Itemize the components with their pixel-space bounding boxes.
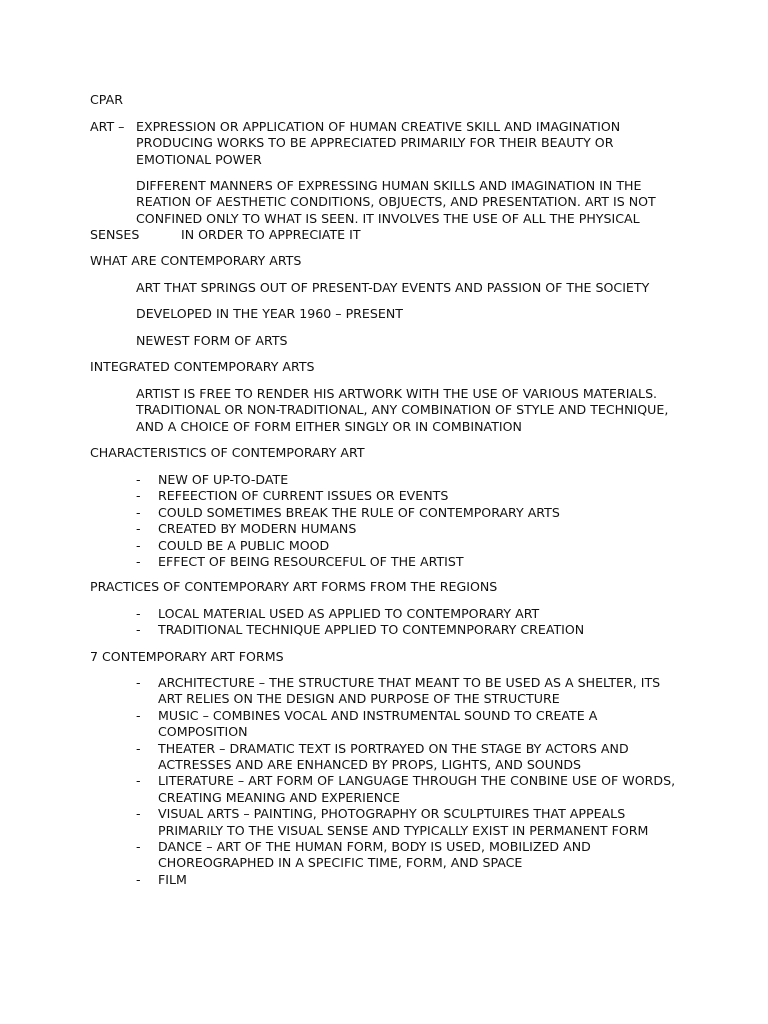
list-item: - DANCE – ART OF THE HUMAN FORM, BODY IS USED, MOBILIZED AND CHOREOGRAPHED IN A SPECIFIC TIME, FORM, AND SPACE (136, 839, 591, 871)
art-definition: EXPRESSION OR APPLICATION OF HUMAN CREATIVE SKILL AND IMAGINATION PRODUCING WORKS TO BE APPRECIATED PRIMARILY FOR THEIR BEAUTY OR EMOTIONAL POWER (136, 119, 621, 167)
integrated-heading: INTEGRATED CONTEMPORARY ARTS (90, 359, 315, 374)
contemporary-p2: DEVELOPED IN THE YEAR 1960 – PRESENT (136, 306, 403, 321)
bullet-dash: - (136, 488, 141, 504)
art-description: DIFFERENT MANNERS OF EXPRESSING HUMAN SKILLS AND IMAGINATION IN THE REATION OF AESTHETIC CONDITIONS, OBJUECTS, AND PRESENTATION. ART IS NOT CONFINED ONLY TO WHAT IS SEEN. IT INVOLVES THE USE OF ALL THE PHYSICAL (136, 178, 656, 226)
senses-word: SENSES (90, 227, 140, 242)
list-item: - NEW OF UP-TO-DATE (136, 472, 289, 487)
bullet-dash: - (136, 472, 141, 487)
list-item: - MUSIC – COMBINES VOCAL AND INSTRUMENTAL SOUND TO CREATE A COMPOSITION (136, 707, 598, 740)
list-item: - FILM (136, 871, 187, 887)
doc-title: CPAR (90, 92, 123, 107)
characteristics-list (136, 472, 678, 570)
characteristics-heading: CHARACTERISTICS OF CONTEMPORARY ART (90, 445, 365, 460)
contemporary-p1: ART THAT SPRINGS OUT OF PRESENT-DAY EVENTS AND PASSION OF THE SOCIETY (136, 280, 650, 295)
bullet-dash: - (136, 740, 141, 756)
list-item: - VISUAL ARTS – PAINTING, PHOTOGRAPHY OR SCULPTUIRES THAT APPEALS PRIMARILY TO THE VISUAL SENSE AND TYPICALLY EXIST IN PERMANENT FORM (136, 806, 649, 838)
bullet-dash: - (136, 554, 141, 570)
list-item: - EFFECT OF BEING RESOURCEFUL OF THE ARTIST (136, 554, 464, 570)
list-item: - THEATER – DRAMATIC TEXT IS PORTRAYED ON THE STAGE BY ACTORS AND ACTRESSES AND ARE ENHANCED BY PROPS, LIGHTS, AND SOUNDS (136, 740, 629, 773)
bullet-dash: - (136, 675, 141, 690)
bullet-dash: - (136, 806, 141, 822)
list-item: - REFEECTION OF CURRENT ISSUES OR EVENTS (136, 488, 449, 504)
list-item: - ARCHITECTURE – THE STRUCTURE THAT MEANT TO BE USED AS A SHELTER, ITS ART RELIES ON THE DESIGN AND PURPOSE OF THE STRUCTURE (136, 675, 661, 707)
forms-heading: 7 CONTEMPORARY ART FORMS (90, 649, 284, 664)
bullet-dash: - (136, 871, 141, 887)
bullet-dash: - (136, 622, 141, 638)
bullet-dash: - (136, 773, 141, 789)
bullet-dash: - (136, 707, 141, 723)
contemporary-heading: WHAT ARE CONTEMPORARY ARTS (90, 253, 302, 268)
senses-rest: IN ORDER TO APPRECIATE IT (181, 227, 361, 242)
contemporary-p3: NEWEST FORM OF ARTS (136, 333, 288, 348)
list-item: - COULD BE A PUBLIC MOOD (136, 537, 330, 553)
list-item: - CREATED BY MODERN HUMANS (136, 521, 357, 537)
list-item: - LITERATURE – ART FORM OF LANGUAGE THROUGH THE CONBINE USE OF WORDS, CREATING MEANING AND EXPERIENCE (136, 773, 676, 805)
list-item: - TRADITIONAL TECHNIQUE APPLIED TO CONTEMNPORARY CREATION (136, 622, 585, 638)
art-label: ART – (90, 119, 125, 134)
bullet-dash: - (136, 504, 141, 520)
forms-list (136, 675, 678, 888)
practices-list (136, 606, 678, 639)
bullet-dash: - (136, 521, 141, 537)
list-item: - LOCAL MATERIAL USED AS APPLIED TO CONTEMPORARY ART (136, 606, 540, 621)
bullet-dash: - (136, 537, 141, 553)
bullet-dash: - (136, 606, 141, 621)
integrated-p1: ARTIST IS FREE TO RENDER HIS ARTWORK WITH THE USE OF VARIOUS MATERIALS. TRADITIONAL OR NON-TRADITIONAL, ANY COMBINATION OF STYLE AND TECHNIQUE, AND A CHOICE OF FORM EITHER SINGLY OR IN COMBINATION (136, 386, 669, 434)
list-item: - COULD SOMETIMES BREAK THE RULE OF CONTEMPORARY ARTS (136, 504, 560, 520)
practices-heading: PRACTICES OF CONTEMPORARY ART FORMS FROM THE REGIONS (90, 579, 498, 594)
bullet-dash: - (136, 839, 141, 855)
